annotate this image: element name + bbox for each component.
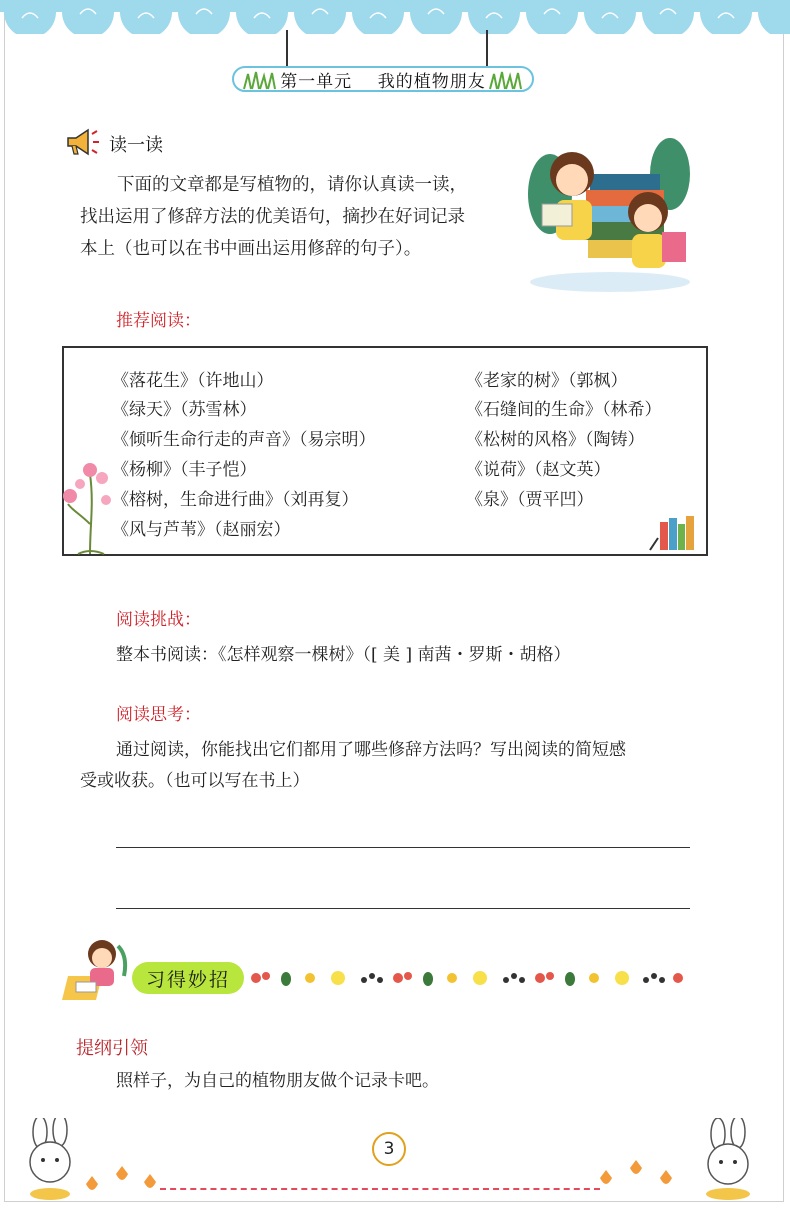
tips-subheading: 提纲引领 [76, 1038, 148, 1059]
thinking-heading: 阅读思考： [116, 705, 201, 725]
footer-dashed-line [160, 1188, 600, 1190]
book-item: 《说荷》（赵文英） [466, 460, 611, 480]
grass-icon [488, 70, 524, 90]
bunny-right-illustration [590, 1118, 770, 1202]
books-icon [648, 512, 704, 552]
recommended-heading: 推荐阅读： [116, 311, 201, 331]
tips-banner: 习得妙招 [132, 962, 244, 994]
banner-string-left [286, 30, 288, 70]
book-item: 《落花生》（许地山） [112, 371, 274, 391]
book-item: 《石缝间的生命》（林希） [466, 400, 662, 420]
book-item: 《风与芦苇》（赵丽宏） [112, 520, 291, 540]
grass-icon [242, 70, 278, 90]
page-number: 3 [372, 1132, 406, 1166]
writing-line [116, 908, 690, 909]
megaphone-icon [64, 126, 100, 158]
challenge-heading: 阅读挑战： [116, 610, 201, 630]
unit-title-banner [232, 66, 534, 92]
thinking-line-1: 通过阅读，你能找出它们都用了哪些修辞方法吗？写出阅读的简短感 [116, 740, 626, 760]
intro-line-1: 下面的文章都是写植物的，请你认真读一读， [117, 175, 467, 195]
book-item: 《绿天》（苏雪林） [112, 400, 257, 420]
decorative-pattern-row [248, 964, 688, 992]
tips-text: 照样子，为自己的植物朋友做个记录卡吧。 [116, 1071, 439, 1091]
banner-string-right [486, 30, 488, 70]
intro-line-2: 找出运用了修辞方法的优美语句，摘抄在好词记录 [80, 207, 465, 227]
writing-line [116, 847, 690, 848]
intro-line-3: 本上（也可以在书中画出运用修辞的句子）。 [80, 239, 422, 259]
challenge-text: 整本书阅读：《怎样观察一棵树》（[ 美 ] 南茜・罗斯・胡格） [116, 645, 571, 665]
book-item: 《老家的树》（郭枫） [466, 371, 628, 391]
section-title: 读一读 [109, 135, 163, 156]
top-scallop-border [0, 0, 790, 34]
book-item: 《松树的风格》（陶铸） [466, 430, 645, 450]
recommended-reading-box [62, 346, 708, 556]
book-item: 《榕树，生命进行曲》（刘再复） [112, 490, 359, 510]
child-writing-icon [62, 936, 136, 1002]
bunny-left-illustration [16, 1118, 176, 1202]
book-item: 《杨柳》（丰子恺） [112, 460, 257, 480]
book-item: 《倾听生命行走的声音》（易宗明） [112, 430, 376, 450]
thinking-line-2: 受或收获。（也可以写在书上） [80, 771, 310, 791]
children-reading-illustration [520, 134, 700, 294]
book-item: 《泉》（贾平凹） [466, 490, 594, 510]
unit-title: 第一单元 我的植物朋友 [280, 71, 486, 92]
